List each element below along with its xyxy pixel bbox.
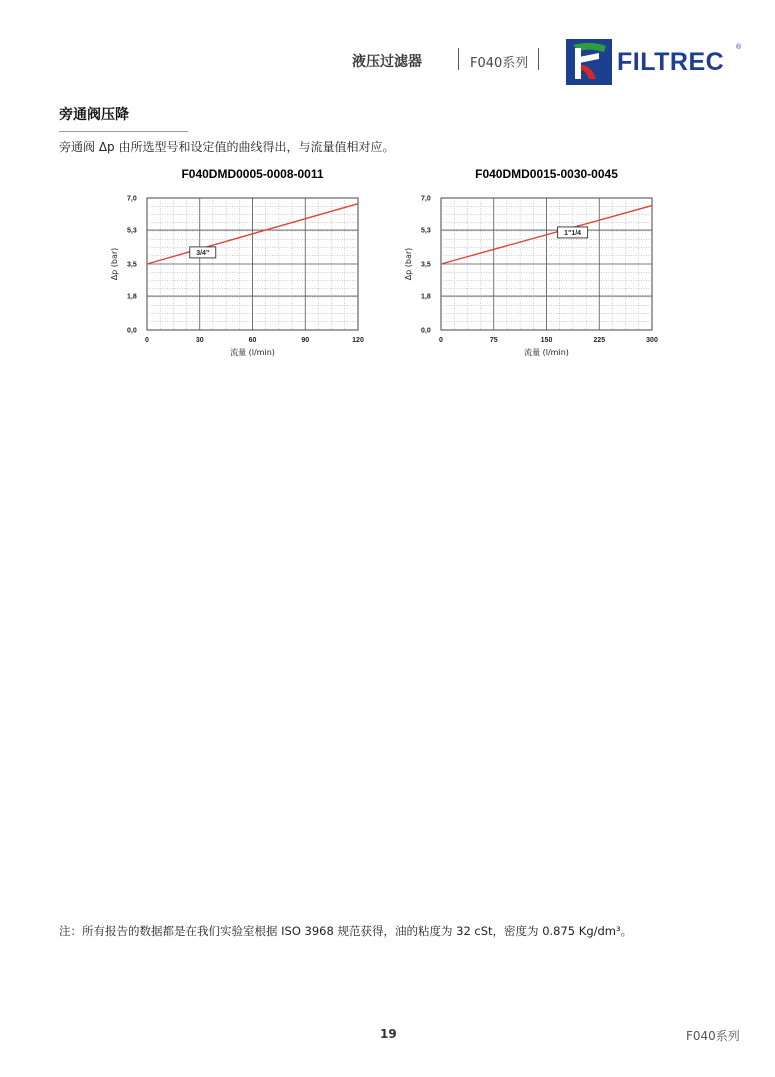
y-tick-label: 5,3 bbox=[127, 227, 137, 235]
y-tick-label: 1,8 bbox=[421, 293, 431, 301]
y-tick-label: 0,0 bbox=[127, 327, 137, 335]
test-note: 注：所有报告的数据都是在我们实验室根据 ISO 3968 规范获得，油的粘度为 32 cSt，密度为 0.875 Kg/dm³。 bbox=[59, 924, 633, 938]
y-tick-label: 5,3 bbox=[421, 227, 431, 235]
x-axis-label: 流量 (l/min) bbox=[230, 348, 275, 357]
x-tick-label: 225 bbox=[593, 337, 606, 344]
x-tick-label: 0 bbox=[439, 337, 443, 344]
section-title: 旁通阀压降 bbox=[59, 107, 129, 123]
x-tick-label: 90 bbox=[301, 337, 310, 344]
footer-series: F040系列 bbox=[686, 1029, 740, 1043]
x-axis-label: 流量 (l/min) bbox=[524, 348, 569, 357]
y-tick-label: 0,0 bbox=[421, 327, 431, 335]
header-divider bbox=[458, 48, 459, 70]
registered-mark: ® bbox=[736, 44, 742, 51]
x-tick-label: 75 bbox=[489, 337, 498, 344]
series-label: 1"1/4 bbox=[564, 229, 582, 237]
section-underline bbox=[59, 131, 188, 132]
chart-svg bbox=[100, 165, 390, 370]
y-axis-label: Δp (bar) bbox=[110, 247, 119, 281]
chart-svg bbox=[394, 165, 684, 370]
y-tick-label: 1,8 bbox=[127, 293, 137, 301]
x-tick-label: 30 bbox=[195, 337, 204, 344]
chart-title: F040DMD0005-0008-0011 bbox=[181, 167, 324, 181]
x-tick-label: 300 bbox=[646, 337, 658, 344]
page-number: 19 bbox=[380, 1027, 397, 1041]
x-tick-label: 150 bbox=[540, 337, 553, 344]
brand-name: FILTREC bbox=[617, 48, 725, 76]
y-tick-label: 3,5 bbox=[127, 261, 137, 269]
y-tick-label: 7,0 bbox=[127, 195, 137, 203]
y-axis-label: Δp (bar) bbox=[404, 247, 413, 281]
x-tick-label: 0 bbox=[145, 337, 149, 344]
bypass-chart-large bbox=[394, 165, 684, 370]
x-tick-label: 60 bbox=[248, 337, 257, 344]
filtrec-logo bbox=[566, 39, 744, 85]
x-tick-label: 120 bbox=[352, 337, 364, 344]
header-title: 液压过滤器 bbox=[352, 54, 422, 70]
bypass-chart-small bbox=[100, 165, 390, 370]
intro-text: 旁通阀 Δp 由所选型号和设定值的曲线得出，与流量值相对应。 bbox=[59, 140, 395, 154]
chart-title: F040DMD0015-0030-0045 bbox=[475, 167, 618, 181]
y-tick-label: 7,0 bbox=[421, 195, 431, 203]
header-series: F040系列 bbox=[470, 56, 529, 71]
series-label: 3/4" bbox=[196, 249, 210, 257]
filtrec-logo-mark-icon bbox=[566, 39, 612, 85]
y-tick-label: 3,5 bbox=[421, 261, 431, 269]
header-divider bbox=[538, 48, 539, 70]
